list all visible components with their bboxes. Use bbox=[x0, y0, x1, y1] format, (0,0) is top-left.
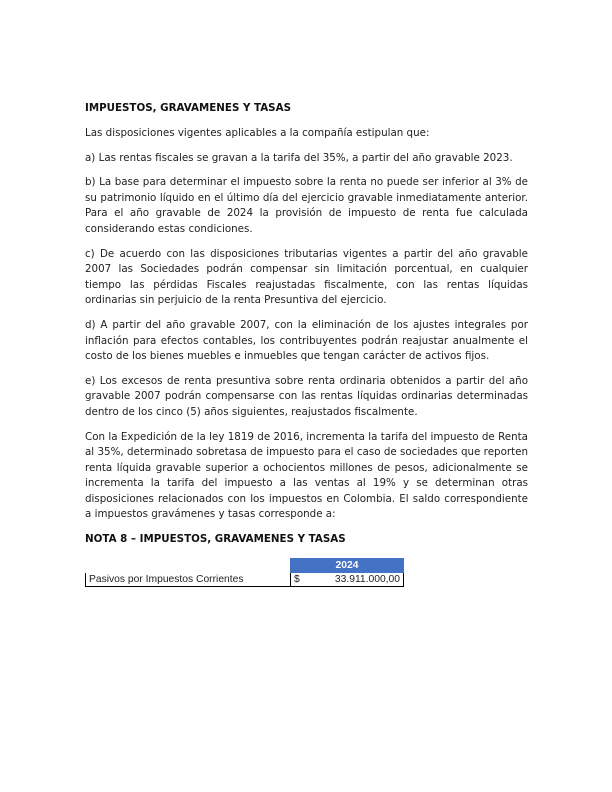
document-page bbox=[85, 101, 528, 587]
year-header: 2024 bbox=[291, 559, 404, 573]
row-label: Pasivos por Impuestos Corrientes bbox=[86, 573, 291, 587]
paragraph-c: c) De acuerdo con las disposiciones tributarias vigentes a partir del año gravable 2007 las Sociedades podrán compensar sin limitación porcentual, en cualquier tiempo las pérdidas Fiscales reajustadas fiscalmente, con las rentas líquidas ordinarias sin perjuicio de la renta Presuntiva del ejercicio. bbox=[85, 247, 528, 307]
section-title: IMPUESTOS, GRAVAMENES Y TASAS bbox=[85, 102, 291, 114]
paragraph-d: d) A partir del año gravable 2007, con la eliminación de los ajustes integrales por inflación para efectos contables, los contribuyentes podrán reajustar anualmente el costo de los bienes muebles e inmuebles que tengan carácter de activos fijos. bbox=[85, 318, 528, 363]
table-header-row bbox=[86, 559, 404, 573]
paragraph-a: a) Las rentas fiscales se gravan a la tarifa del 35%, a partir del año gravable 2023. bbox=[85, 151, 513, 164]
tax-table bbox=[85, 558, 404, 587]
note-title: NOTA 8 – IMPUESTOS, GRAVAMENES Y TASAS bbox=[85, 533, 346, 546]
paragraph-b: b) La base para determinar el impuesto sobre la renta no puede ser inferior al 3% de su patrimonio líquido en el último día del ejercicio gravable inmediatamente anterior. Para el año gravable de 2024 la provisión de impuesto de renta fue calculada considerando estas condiciones. bbox=[85, 176, 528, 235]
paragraph-law-1819: Con la Expedición de la ley 1819 de 2016, incrementa la tarifa del impuesto de Renta al 35%, determinado sobretasa de impuesto para el caso de sociedades que reporten renta líquida gravable superior a ochocientos millones de pesos, adicionalmente se incrementa la tarifa del impuesto a las ventas al 19% y se determinan otras disposiciones relacionados con los impuestos en Colombia. El saldo correspondiente a impuestos gravámenes y tasas corresponde a: bbox=[85, 430, 528, 521]
table-row bbox=[86, 573, 404, 587]
currency-symbol: $ bbox=[291, 573, 312, 587]
paragraph-e: e) Los excesos de renta presuntiva sobre renta ordinaria obtenidos a partir del año gravable 2007 podrán compensarse con las rentas líquidas ordinarias determinadas dentro de los cinco (5) años siguientes, reajustados fiscalmente. bbox=[85, 374, 528, 418]
intro-paragraph: Las disposiciones vigentes aplicables a la compañía estipulan que: bbox=[85, 127, 430, 139]
amount-value: 33.911.000,00 bbox=[311, 573, 404, 587]
